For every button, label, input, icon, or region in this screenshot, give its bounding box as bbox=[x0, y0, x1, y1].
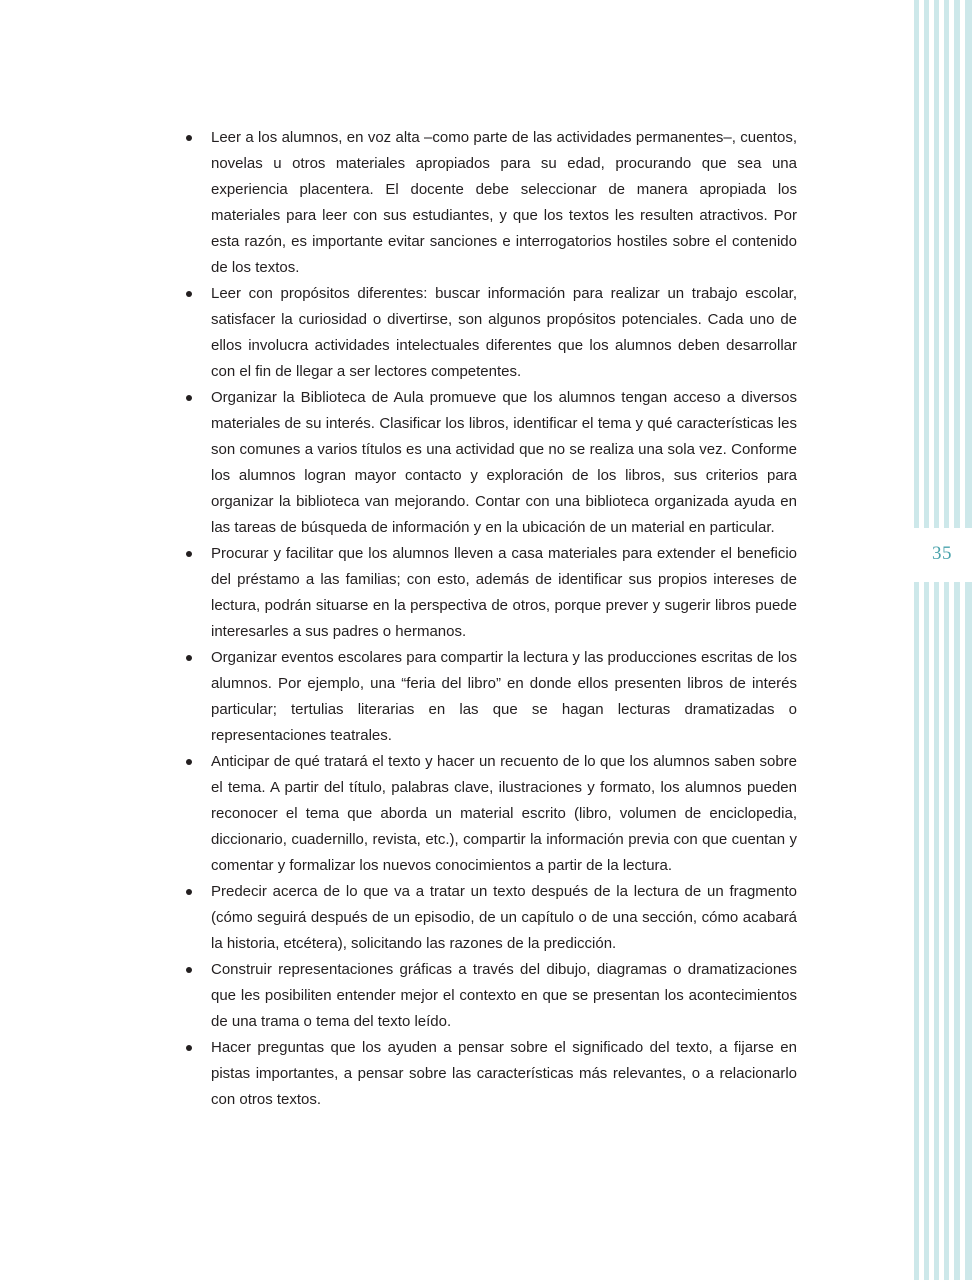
main-content bbox=[186, 125, 797, 1113]
bullet-icon bbox=[186, 655, 192, 661]
list-item-text: Procurar y facilitar que los alumnos lleven a casa materiales para extender el beneficio del préstamo a las familias; con esto, además de identificar sus propios intereses de lectura, podrán situarse en la perspectiva de otros, porque prever y sugerir libros puede interesarles a sus padres o hermanos. bbox=[211, 545, 797, 640]
bullet-icon bbox=[186, 291, 192, 297]
list-item-text: Anticipar de qué tratará el texto y hacer un recuento de lo que los alumnos saben sobre el tema. A partir del título, palabras clave, ilustraciones y formato, los alumnos pueden reconocer el tema que aborda un material escrito (libro, volumen de enciclopedia, diccionario, cuadernillo, revista, etc.), compartir la información previa con que cuentan y comentar y formalizar los nuevos conocimientos a partir de la lectura. bbox=[211, 753, 797, 874]
list-item bbox=[186, 957, 797, 1035]
list-item bbox=[186, 1035, 797, 1113]
list-item bbox=[186, 281, 797, 385]
bullet-list bbox=[186, 125, 797, 1113]
list-item bbox=[186, 385, 797, 541]
stripe bbox=[965, 0, 972, 1280]
list-item-text: Construir representaciones gráficas a través del dibujo, diagramas o dramatizaciones que les posibiliten entender mejor el contexto en que se presentan los acontecimientos de una trama o tema del texto leído. bbox=[211, 961, 797, 1030]
stripe bbox=[934, 0, 939, 1280]
stripe bbox=[954, 0, 960, 1280]
list-item bbox=[186, 749, 797, 879]
bullet-icon bbox=[186, 759, 192, 765]
bullet-icon bbox=[186, 395, 192, 401]
bullet-icon bbox=[186, 967, 192, 973]
list-item bbox=[186, 879, 797, 957]
list-item-text: Organizar eventos escolares para compartir la lectura y las producciones escritas de los alumnos. Por ejemplo, una “feria del libro” en donde ellos presenten libros de interés particular; tertulias literarias en las que se hagan lecturas dramatizadas o representaciones teatrales. bbox=[211, 649, 797, 744]
list-item bbox=[186, 541, 797, 645]
bullet-icon bbox=[186, 1045, 192, 1051]
page-number: 35 bbox=[932, 543, 952, 564]
list-item bbox=[186, 645, 797, 749]
bullet-icon bbox=[186, 889, 192, 895]
list-item-text: Predecir acerca de lo que va a tratar un texto después de la lectura de un fragmento (cómo seguirá después de un episodio, de un capítulo o de una sección, cómo acabará la historia, etcétera), solicitando las razones de la predicción. bbox=[211, 883, 797, 952]
list-item-text: Leer con propósitos diferentes: buscar información para realizar un trabajo escolar, satisfacer la curiosidad o divertirse, son algunos propósitos potenciales. Cada uno de ellos involucra actividades intelectuales diferentes que los alumnos deben desarrollar con el fin de llegar a ser lectores competentes. bbox=[211, 285, 797, 380]
list-item-text: Leer a los alumnos, en voz alta –como parte de las actividades permanentes–, cuentos, novelas u otros materiales apropiados para su edad, procurando que sea una experiencia placentera. El docente debe seleccionar de manera apropiada los materiales para leer con sus estudiantes, y que los textos les resulten atractivos. Por esta razón, es importante evitar sanciones e interrogatorios hostiles sobre el contenido de los textos. bbox=[211, 129, 797, 276]
stripe bbox=[944, 0, 949, 1280]
stripe bbox=[924, 0, 929, 1280]
bullet-icon bbox=[186, 135, 192, 141]
list-item bbox=[186, 125, 797, 281]
bullet-icon bbox=[186, 551, 192, 557]
list-item-text: Organizar la Biblioteca de Aula promueve que los alumnos tengan acceso a diversos materiales de su interés. Clasificar los libros, identificar el tema y qué características les son comunes a varios títulos es una actividad que no se realiza una sola vez. Conforme los alumnos logran mayor contacto y exploración de los libros, sus criterios para organizar la biblioteca van mejorando. Contar con una biblioteca organizada ayuda en las tareas de búsqueda de información y en la ubicación de un material en particular. bbox=[211, 389, 797, 536]
list-item-text: Hacer preguntas que los ayuden a pensar sobre el significado del texto, a fijarse en pistas importantes, a pensar sobre las características más relevantes, o a relacionarlo con otros textos. bbox=[211, 1039, 797, 1108]
decorative-side-stripes bbox=[914, 0, 972, 1280]
stripe bbox=[914, 0, 919, 1280]
